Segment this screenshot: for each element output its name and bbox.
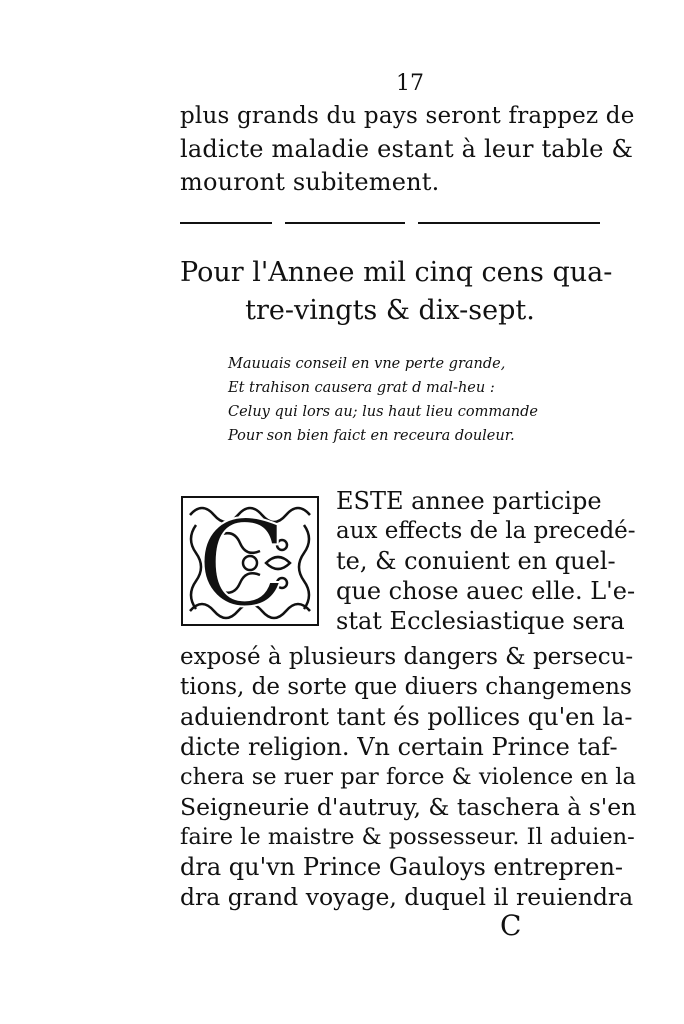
ornamental-initial-c-icon bbox=[180, 495, 320, 627]
body-line-11: Seigneurie d'autruy, & taschera à s'en bbox=[180, 793, 637, 821]
verse-line-2: Et trahison causera grat d mal-heu : bbox=[228, 380, 495, 396]
body-line-10: chera se ruer par force & violence en la bbox=[180, 764, 636, 790]
verse-line-4: Pour son bien faict en receura douleur. bbox=[228, 428, 515, 444]
top-paragraph-line-1: plus grands du pays seront frappez de bbox=[180, 103, 635, 129]
body-line-9: dicte religion. Vn certain Prince taf- bbox=[180, 733, 618, 761]
body-line-6: exposé à plusieurs dangers & persecu- bbox=[180, 644, 634, 670]
body-line-1: ESTE annee participe bbox=[336, 487, 602, 515]
body-line-12: faire le maistre & possesseur. Il aduien- bbox=[180, 824, 635, 850]
body-line-2: aux effects de la precedé- bbox=[336, 518, 636, 544]
body-line-14: dra grand voyage, duquel il reuiendra bbox=[180, 883, 634, 911]
verse-line-3: Celuy qui lors au; lus haut lieu commande bbox=[228, 404, 538, 420]
section-divider bbox=[180, 221, 600, 224]
catchword: C bbox=[500, 909, 522, 942]
section-heading-line-1: Pour l'Annee mil cinq cens qua- bbox=[180, 257, 613, 288]
section-heading-line-2: tre-vingts & dix-sept. bbox=[245, 295, 535, 326]
body-line-13: dra qu'vn Prince Gauloys entrepren- bbox=[180, 853, 624, 881]
body-line-8: aduiendront tant és pollices qu'en la- bbox=[180, 703, 633, 731]
body-line-4: que chose auec elle. L'e- bbox=[336, 577, 636, 605]
page-number: 17 bbox=[396, 71, 424, 96]
drop-cap-letter: C bbox=[196, 495, 288, 627]
top-paragraph-line-2: ladicte maladie estant à leur table & bbox=[180, 135, 634, 163]
body-line-3: te, & conuient en quel- bbox=[336, 547, 616, 575]
verse-line-1: Mauuais conseil en vne perte grande, bbox=[228, 356, 506, 372]
body-line-5: stat Ecclesiastique sera bbox=[336, 607, 625, 635]
top-paragraph-line-3: mouront subitement. bbox=[180, 168, 440, 196]
body-line-7: tions, de sorte que diuers changemens bbox=[180, 674, 632, 700]
